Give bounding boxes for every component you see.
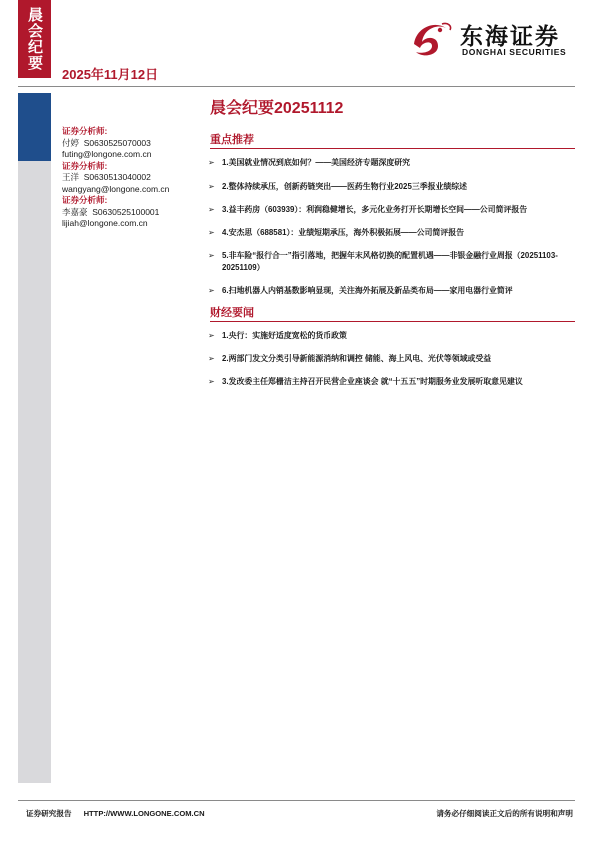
analyst-heading: 证券分析师: (62, 126, 108, 136)
analyst-name-line (62, 138, 202, 150)
list-item-text: 2.整体持续承压，创新药链突出——医药生物行业2025三季报业绩综述 (222, 182, 468, 191)
analyst-cert-id: S0630525100001 (92, 206, 160, 217)
footer-disclaimer: 请务必仔细阅读正文后的所有说明和声明 (436, 809, 573, 818)
analyst-email[interactable]: futing@longone.com.cn (62, 149, 152, 159)
arrow-bullet-icon: ➢ (208, 377, 215, 386)
arrow-bullet-icon: ➢ (208, 251, 215, 260)
analyst-entry (62, 161, 202, 196)
dragon-emblem-icon (408, 14, 458, 64)
logo-english-name: DONGHAI SECURITIES (462, 47, 567, 57)
analyst-email[interactable]: wangyang@longone.com.cn (62, 183, 170, 194)
list-item-text: 6.扫地机器人内销基数影响显现，关注海外拓展及新品类布局——家用电器行业简评 (222, 286, 513, 295)
analyst-name-line (62, 207, 202, 219)
list-item[interactable] (208, 353, 576, 365)
footer-divider (18, 800, 575, 801)
list-item-text: 1.央行：实施好适度宽松的货币政策 (222, 331, 347, 340)
list-item-text: 4.安杰思（688581）：业绩短期承压，海外积极拓展——公司简评报告 (222, 228, 465, 237)
analyst-panel (62, 126, 202, 230)
report-type-tab: 晨会纪要 (18, 0, 51, 78)
left-sidebar-accent (18, 93, 51, 161)
analyst-cert-id: S0630513040002 (83, 172, 151, 182)
logo-chinese-name: 东海证券 (460, 23, 560, 50)
company-logo (408, 14, 578, 64)
analyst-name-line (62, 172, 202, 184)
analyst-name: 李嘉豪 (62, 206, 88, 217)
arrow-bullet-icon: ➢ (208, 228, 215, 237)
analyst-name: 付婷 (62, 137, 80, 148)
list-item[interactable] (208, 181, 576, 193)
analyst-name: 王洋 (62, 172, 80, 182)
footer-website-link[interactable]: HTTP://WWW.LONGONE.COM.CN (83, 809, 205, 818)
arrow-bullet-icon: ➢ (208, 286, 215, 295)
list-item[interactable] (208, 157, 576, 169)
list-item[interactable] (208, 250, 576, 274)
list-item-text: 3.益丰药房（603939）：利润稳健增长，多元化业务打开长期增长空间——公司简评报告 (222, 205, 528, 214)
list-item-text: 3.发改委主任郑栅洁主持召开民营企业座谈会 就“十五五”时期服务业发展听取意见建议 (222, 377, 523, 386)
analyst-entry (62, 195, 202, 230)
footer-report-label: 证券研究报告 (26, 809, 72, 818)
arrow-bullet-icon: ➢ (208, 354, 215, 363)
section-divider (210, 321, 575, 322)
list-item[interactable] (208, 204, 576, 216)
arrow-bullet-icon: ➢ (208, 331, 215, 340)
page-title: 晨会纪要20251112 (210, 100, 344, 117)
section-title-financial-news: 财经要闻 (210, 307, 254, 319)
analyst-cert-id: S0630525070003 (83, 137, 151, 148)
left-sidebar-band (18, 93, 51, 783)
arrow-bullet-icon: ➢ (208, 182, 215, 191)
list-item-text: 5.非车险“报行合一”指引落地，把握年末风格切换的配置机遇——非银金融行业周报（20251103-20251109） (222, 251, 558, 272)
arrow-bullet-icon: ➢ (208, 205, 215, 214)
analyst-email[interactable]: lijiah@longone.com.cn (62, 218, 148, 228)
list-item[interactable] (208, 330, 576, 342)
analyst-heading: 证券分析师: (62, 195, 108, 205)
footer-left (26, 808, 205, 819)
report-date: 2025年11月12日 (62, 67, 159, 82)
list-item[interactable] (208, 227, 576, 239)
list-item-text: 2.两部门发文分类引导新能源消纳和调控 储能、海上风电、光伏等领域或受益 (222, 354, 492, 363)
header-divider (18, 86, 575, 87)
analyst-heading: 证券分析师: (62, 160, 108, 171)
section-divider (210, 148, 575, 149)
list-item[interactable] (208, 376, 576, 388)
arrow-bullet-icon: ➢ (208, 158, 215, 167)
list-item[interactable] (208, 285, 576, 297)
section-title-recommendations: 重点推荐 (210, 134, 254, 146)
list-item-text: 1.美国就业情况到底如何？——美国经济专题深度研究 (222, 158, 411, 167)
analyst-entry (62, 126, 202, 161)
